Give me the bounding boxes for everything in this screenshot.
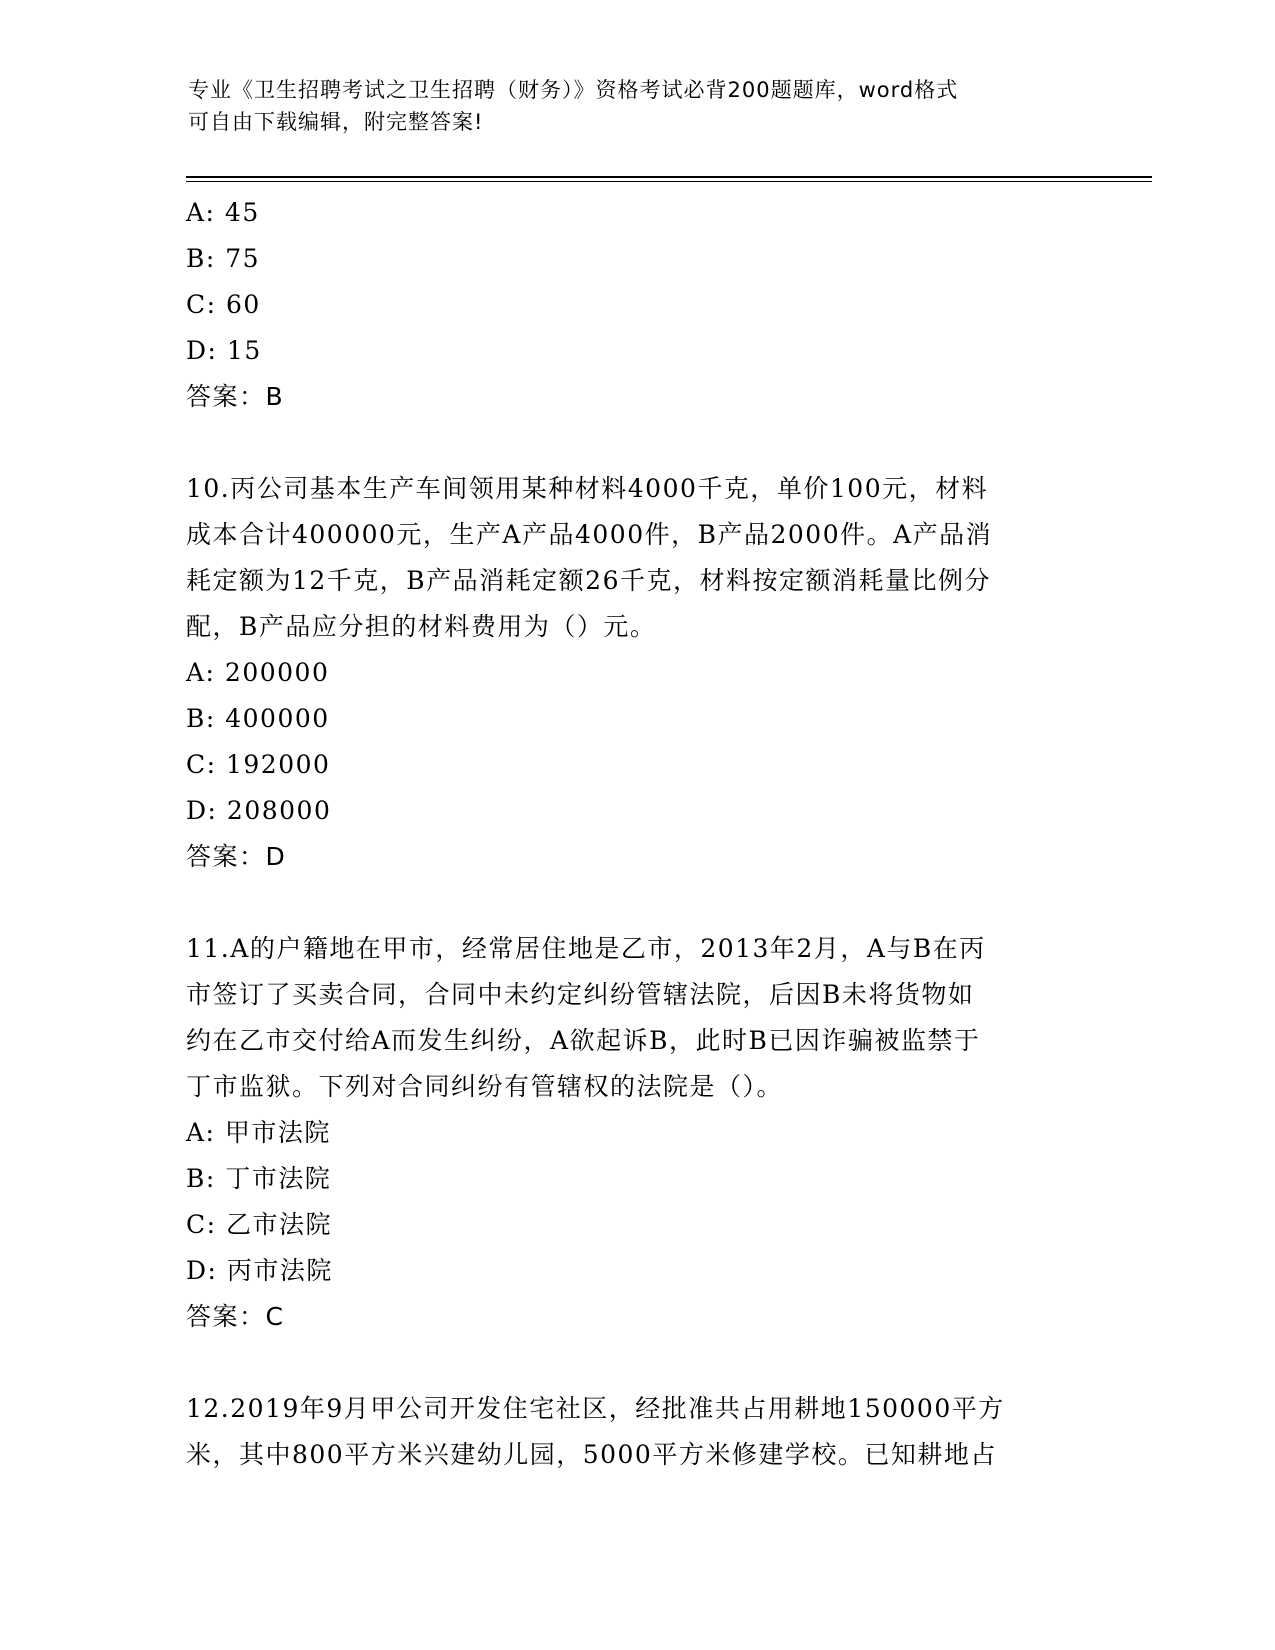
spacer bbox=[186, 880, 1086, 926]
question-11 bbox=[186, 926, 1086, 1340]
question-text-line: 12.2019年9月甲公司开发住宅社区，经批准共占用耕地150000平方 bbox=[186, 1394, 1005, 1423]
option-d: D: 208000 bbox=[186, 796, 332, 825]
question-content bbox=[186, 190, 1086, 1478]
option-d: D: 丙市法院 bbox=[186, 1256, 333, 1285]
question-12 bbox=[186, 1386, 1086, 1478]
question-text-line: 成本合计400000元，生产A产品4000件，B产品2000件。A产品消 bbox=[186, 520, 993, 549]
question-text-line: 约在乙市交付给A而发生纠纷，A欲起诉B，此时B已因诈骗被监禁于 bbox=[186, 1026, 981, 1055]
option-a: A: 45 bbox=[186, 198, 260, 227]
answer: 答案：D bbox=[186, 842, 287, 871]
question-text-line: 耗定额为12千克，B产品消耗定额26千克，材料按定额消耗量比例分 bbox=[186, 566, 991, 595]
document-header bbox=[188, 74, 1068, 138]
header-title-line-2: 可自由下载编辑，附完整答案! bbox=[188, 110, 484, 134]
question-text-line: 配，B产品应分担的材料费用为（）元。 bbox=[186, 612, 657, 641]
option-b: B: 75 bbox=[186, 244, 261, 273]
question-9 bbox=[186, 190, 1086, 420]
question-text-line: 10.丙公司基本生产车间领用某种材料4000千克，单价100元，材料 bbox=[186, 474, 989, 503]
question-10 bbox=[186, 466, 1086, 880]
header-title-line-1: 专业《卫生招聘考试之卫生招聘（财务）》资格考试必背200题题库，word格式 bbox=[188, 78, 959, 102]
answer: 答案：B bbox=[186, 382, 285, 411]
question-text-line: 米，其中800平方米兴建幼儿园，5000平方米修建学校。已知耕地占 bbox=[186, 1440, 997, 1469]
question-text-line: 丁市监狱。下列对合同纠纷有管辖权的法院是（）。 bbox=[186, 1072, 784, 1101]
question-text-line: 11.A的户籍地在甲市，经常居住地是乙市，2013年2月，A与B在丙 bbox=[186, 934, 986, 963]
option-c: C: 乙市法院 bbox=[186, 1210, 332, 1239]
option-a: A: 甲市法院 bbox=[186, 1118, 331, 1147]
header-divider-thin bbox=[186, 181, 1152, 182]
question-text-line: 市签订了买卖合同，合同中未约定纠纷管辖法院，后因B未将货物如 bbox=[186, 980, 975, 1009]
option-b: B: 丁市法院 bbox=[186, 1164, 332, 1193]
option-c: C: 192000 bbox=[186, 750, 331, 779]
option-b: B: 400000 bbox=[186, 704, 330, 733]
option-c: C: 60 bbox=[186, 290, 261, 319]
answer: 答案：C bbox=[186, 1302, 285, 1331]
header-divider-thick bbox=[186, 176, 1152, 178]
spacer bbox=[186, 1340, 1086, 1386]
spacer bbox=[186, 420, 1086, 466]
option-a: A: 200000 bbox=[186, 658, 330, 687]
option-d: D: 15 bbox=[186, 336, 262, 365]
